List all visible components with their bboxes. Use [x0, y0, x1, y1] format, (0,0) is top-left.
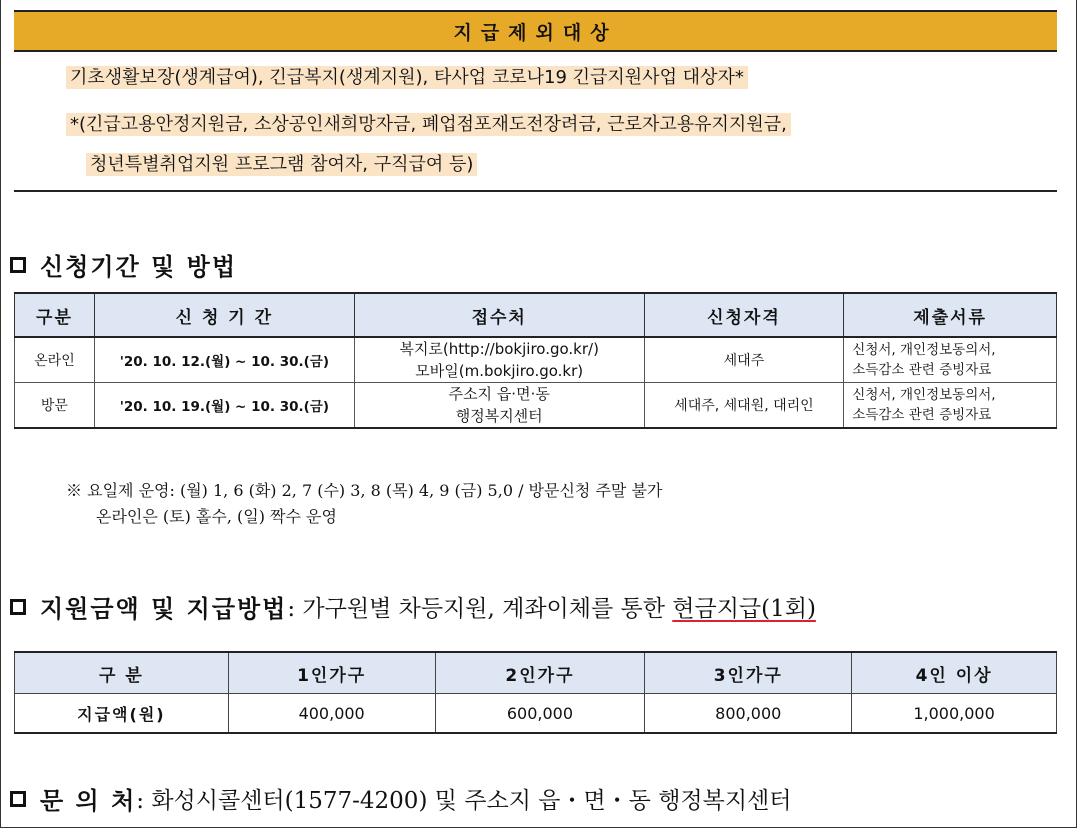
- section-payment: [10, 589, 816, 624]
- eligibility-cell: 세대주, 세대원, 대리인: [644, 383, 844, 429]
- type-cell: 방문: [15, 383, 95, 429]
- section-desc: : 가구원별 차등지원, 계좌이체를 통한: [287, 596, 673, 622]
- docs-line: 소득감소 관련 증빙자료: [852, 362, 992, 378]
- schedule-note: [66, 478, 662, 530]
- application-table: [14, 292, 1057, 429]
- col-header: 구 분: [15, 652, 229, 694]
- place-line: 모바일(m.bokjiro.go.kr): [415, 362, 584, 380]
- section-contact: [10, 781, 792, 816]
- docs-line: 신청서, 개인정보동의서,: [852, 342, 996, 358]
- amount-cell: 800,000: [645, 694, 852, 734]
- table-row: [15, 383, 1057, 429]
- docs-line: 소득감소 관련 증빙자료: [852, 407, 992, 423]
- period-cell: '20. 10. 19.(월) ~ 10. 30.(금): [94, 383, 354, 429]
- col-header: 4인 이상: [852, 652, 1057, 694]
- square-bullet-icon: [10, 599, 26, 615]
- table-row: [15, 694, 1057, 734]
- section-title: 지원금액 및 지급방법: [40, 595, 288, 623]
- amount-cell: 400,000: [228, 694, 435, 734]
- square-bullet-icon: [10, 257, 26, 273]
- col-header: 구분: [15, 293, 95, 337]
- amount-cell: 1,000,000: [852, 694, 1057, 734]
- section-title: 신청기간 및 방법: [40, 253, 237, 281]
- section-desc: : 화성시콜센터(1577-4200) 및 주소지 읍・면・동 행정복지센터: [136, 788, 792, 814]
- exclusion-header: 지급제외대상: [14, 10, 1057, 52]
- exclusion-divider: [14, 190, 1057, 192]
- eligibility-cell: 세대주: [644, 337, 844, 383]
- row-label: 지급액(원): [15, 694, 229, 734]
- payment-table: [14, 651, 1057, 734]
- square-bullet-icon: [10, 791, 26, 807]
- place-line: 복지로(http://bokjiro.go.kr/): [399, 340, 599, 358]
- exclusion-line-1: 기초생활보장(생계급여), 긴급복지(생계지원), 타사업 코로나19 긴급지원사업 대상자*: [66, 63, 748, 93]
- section-title: 문 의 처: [40, 787, 137, 815]
- section-application: [10, 247, 237, 282]
- type-cell: 온라인: [15, 337, 95, 383]
- place-cell: [354, 337, 644, 383]
- col-header: 신 청 기 간: [94, 293, 354, 337]
- table-row: [15, 337, 1057, 383]
- docs-cell: [844, 337, 1057, 383]
- col-header: 3인가구: [645, 652, 852, 694]
- place-line: 행정복지센터: [455, 407, 543, 425]
- note-line-2: 온라인은 (토) 홀수, (일) 짝수 운영: [96, 507, 337, 526]
- col-header: 1인가구: [228, 652, 435, 694]
- amount-cell: 600,000: [435, 694, 645, 734]
- table-header-row: [15, 652, 1057, 694]
- exclusion-line-2: *(긴급고용안정지원금, 소상공인새희망자금, 폐업점포재도전장려금, 근로자고용유지지원금,: [66, 110, 791, 140]
- place-cell: [354, 383, 644, 429]
- note-line-1: ※ 요일제 운영: (월) 1, 6 (화) 2, 7 (수) 3, 8 (목) 4, 9 (금) 5,0 / 방문신청 주말 불가: [66, 481, 663, 500]
- section-desc-underlined: 현금지급(1회): [672, 596, 816, 622]
- place-line: 주소지 읍·면·동: [448, 385, 550, 403]
- docs-cell: [844, 383, 1057, 429]
- col-header: 신청자격: [644, 293, 844, 337]
- col-header: 2인가구: [435, 652, 645, 694]
- col-header: 제출서류: [844, 293, 1057, 337]
- col-header: 접수처: [354, 293, 644, 337]
- table-header-row: [15, 293, 1057, 337]
- docs-line: 신청서, 개인정보동의서,: [852, 387, 996, 403]
- period-cell: '20. 10. 12.(월) ~ 10. 30.(금): [94, 337, 354, 383]
- exclusion-line-3: 청년특별취업지원 프로그램 참여자, 구직급여 등): [86, 150, 477, 180]
